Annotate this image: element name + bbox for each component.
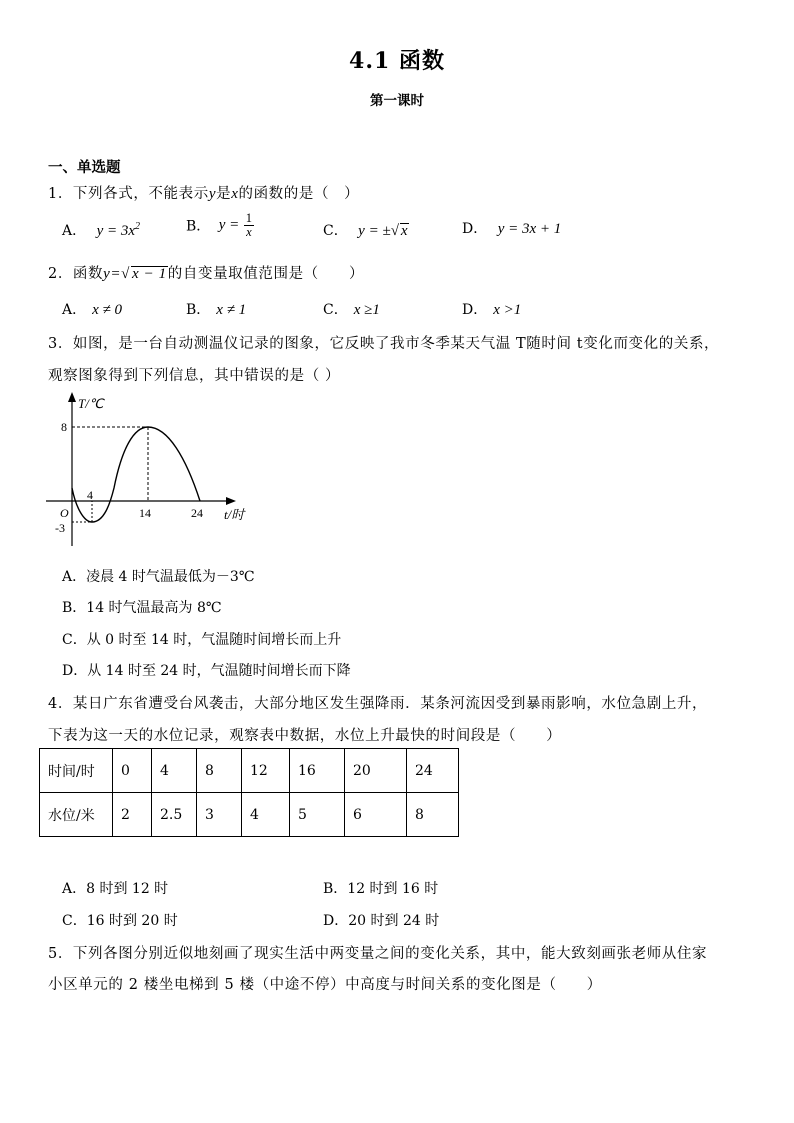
question-3-option-a: A．凌晨 4 时气温最低为－3℃ (62, 569, 255, 585)
table-cell: 8 (407, 793, 459, 837)
option-a-expr: y = 3x (96, 223, 136, 239)
option-label: A． (62, 223, 87, 239)
question-3-line-2: 观察图象得到下列信息，其中错误的是（ ） (48, 368, 341, 384)
x-axis-arrow (226, 497, 236, 505)
question-1-option-c: C． y = ±√ x (323, 223, 408, 239)
question-4-option-b: B．12 时到 16 时 (323, 881, 439, 897)
question-3-option-d: D．从 14 时至 24 时，气温随时间增长而下降 (62, 663, 351, 679)
section-heading: 一、单选题 (48, 159, 121, 176)
question-1-option-d (462, 218, 561, 238)
temperature-curve (72, 427, 200, 522)
table-cell: 2.5 (152, 793, 197, 837)
table-cell: 4 (152, 749, 197, 793)
option-d-expr: x >1 (493, 302, 522, 318)
option-b-lhs: y = (218, 217, 240, 233)
option-label: D． (462, 302, 488, 318)
table-cell: 0 (113, 749, 152, 793)
table-row (40, 793, 459, 837)
option-a-exponent: 2 (135, 221, 141, 232)
question-2-option-d (462, 299, 521, 319)
question-3-option-b: B．14 时气温最高为 8℃ (62, 600, 222, 616)
option-label: B． (186, 302, 211, 318)
option-c-radicand: x (400, 223, 408, 239)
question-4-option-a: A．8 时到 12 时 (62, 881, 169, 897)
option-label: B． (186, 218, 211, 235)
question-1-stem (48, 182, 359, 203)
question-2-text: 2．函数 (48, 266, 104, 282)
y-axis-arrow (68, 392, 76, 402)
table-header-cell: 时间/时 (40, 749, 113, 793)
page-title: 4.1 函数 (349, 48, 445, 74)
origin-label: O (60, 506, 69, 520)
table-cell: 8 (197, 749, 242, 793)
question-2-stem: 2．函数y=√ x − 1的自变量取值范围是（ ） (48, 266, 365, 282)
question-4-option-d: D．20 时到 24 时 (323, 913, 440, 929)
option-label: D． (462, 221, 488, 237)
table-row (40, 749, 459, 793)
question-4-line-2: 下表为这一天的水位记录，观察表中数据，水位上升最快的时间段是（ ） (48, 728, 562, 744)
question-1-option-a (62, 220, 140, 240)
option-b-fraction (244, 212, 254, 239)
question-1-var-y: y (208, 186, 217, 202)
question-2-option-b (186, 299, 246, 319)
fraction-denominator: x (246, 225, 252, 239)
question-5-line-1: 5．下列各图分别近似地刻画了现实生活中两变量之间的变化关系，其中，能大致刻画张老师从住家 (48, 946, 708, 962)
question-4-line-1: 4．某日广东省遭受台风袭击，大部分地区发生强降雨．某条河流因受到暴雨影响，水位急剧上升， (48, 696, 708, 712)
question-1-text: 1．下列各式，不能表示 (48, 186, 209, 202)
question-1-text-end: 的函数的是（ ） (238, 186, 360, 202)
fraction-numerator: 1 (245, 211, 252, 225)
question-1-var-x: x (231, 186, 239, 202)
question-2-equals: = (110, 266, 122, 282)
question-3-line-1: 3．如图，是一台自动测温仪记录的图象，它反映了我市冬季某天气温 T随时间 t变化而变化的关系， (48, 336, 720, 352)
option-b-expr: x ≠ 1 (216, 302, 247, 318)
question-1-text-mid: 是 (216, 186, 232, 202)
option-c-lhs: y = ± (358, 223, 391, 239)
y-axis-label: T/℃ (78, 396, 104, 411)
option-d-expr: y = 3x + 1 (497, 221, 562, 237)
table-cell: 5 (290, 793, 345, 837)
question-2-option-a (62, 299, 122, 319)
option-label: A． (62, 302, 87, 318)
tick-label-x-14: 14 (139, 506, 151, 520)
question-3-option-c: C．从 0 时至 14 时，气温随时间增长而上升 (62, 632, 342, 648)
question-2-var-y: y (103, 266, 111, 282)
tick-label-x-24: 24 (191, 506, 203, 520)
page-subtitle: 第一课时 (370, 93, 424, 109)
water-level-table (39, 748, 459, 837)
table-cell: 16 (290, 749, 345, 793)
x-axis-label: t/时 (224, 507, 245, 522)
table-cell: 12 (242, 749, 290, 793)
table-cell: 20 (345, 749, 407, 793)
question-2-radicand: x − 1 (131, 266, 167, 282)
table-cell: 2 (113, 793, 152, 837)
tick-label-y-max: 8 (61, 420, 67, 434)
option-c-expr: x ≥1 (353, 302, 380, 318)
question-2-option-c (323, 299, 380, 319)
option-label: C． (323, 302, 348, 318)
temperature-graph (40, 388, 260, 553)
question-5-line-2: 小区单元的 2 楼坐电梯到 5 楼（中途不停）中高度与时间关系的变化图是（ ） (48, 977, 602, 993)
table-cell: 24 (407, 749, 459, 793)
table-header-cell: 水位/米 (40, 793, 113, 837)
table-cell: 4 (242, 793, 290, 837)
option-a-expr: x ≠ 0 (92, 302, 123, 318)
option-label: C． (323, 223, 348, 239)
tick-label-x-4: 4 (87, 488, 93, 502)
question-2-text-end: 的自变量取值范围是（ ） (167, 266, 365, 282)
table-cell: 3 (197, 793, 242, 837)
tick-label-y-min: -3 (55, 521, 65, 535)
question-1-option-b (186, 212, 254, 239)
question-4-option-c: C．16 时到 20 时 (62, 913, 178, 929)
table-cell: 6 (345, 793, 407, 837)
